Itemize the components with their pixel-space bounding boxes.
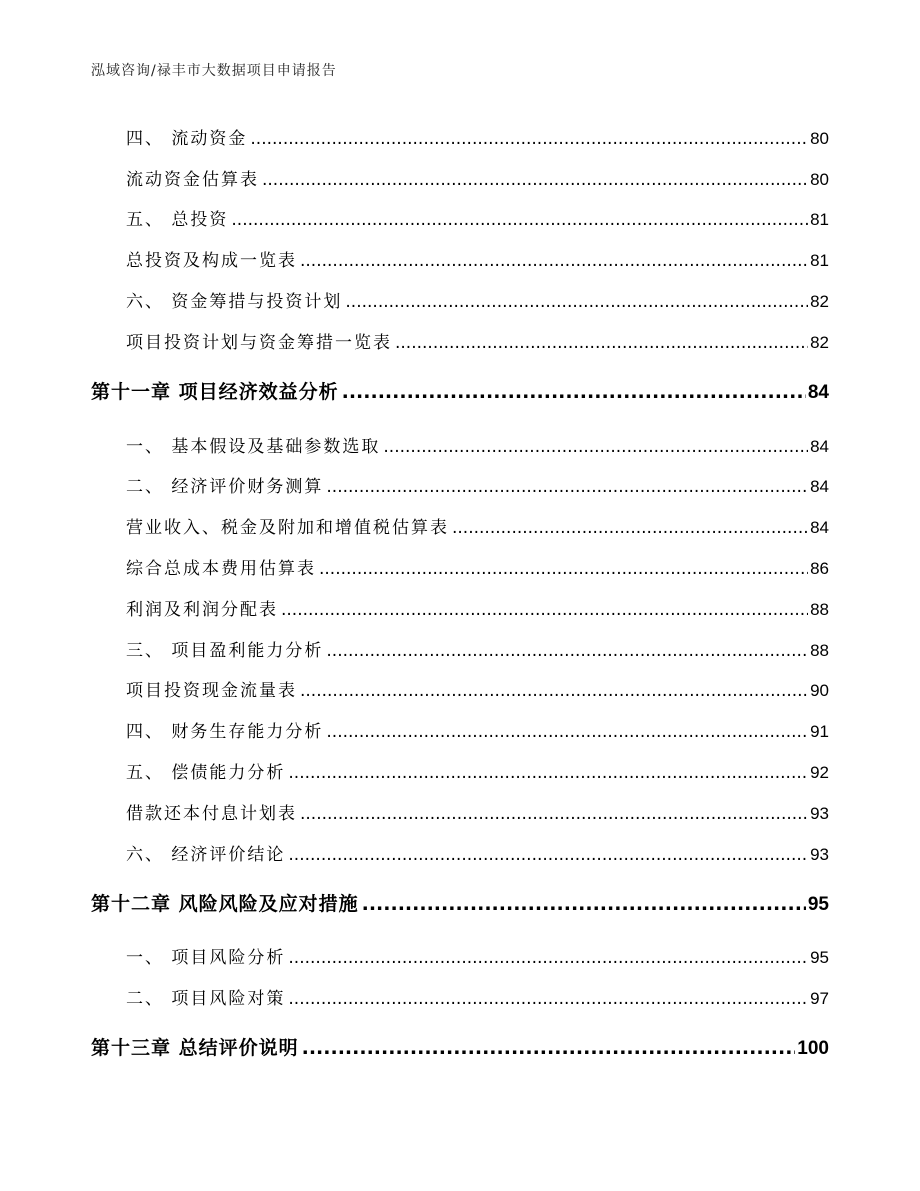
toc-entry[interactable] (126, 328, 829, 352)
toc-chapter-title: 第十三章 总结评价说明 (91, 1037, 299, 1059)
toc-dot-leader (319, 559, 808, 579)
toc-entry-page: 84 (810, 518, 829, 537)
toc-dot-leader (362, 893, 806, 915)
toc-entry-title: 借款还本付息计划表 (126, 804, 297, 824)
toc-entry-page: 80 (810, 129, 829, 148)
toc-entry-title: 六、 资金筹措与投资计划 (126, 292, 343, 312)
toc-chapter-title: 第十一章 项目经济效益分析 (91, 381, 339, 403)
toc-entry[interactable] (126, 246, 829, 270)
toc-entry-page: 91 (810, 722, 829, 741)
toc-dot-leader (302, 1037, 796, 1059)
toc-entry[interactable] (126, 636, 829, 660)
toc-entry-page: 88 (810, 641, 829, 660)
toc-dot-leader (231, 210, 808, 230)
toc-dot-leader (250, 129, 808, 149)
toc-entry-title: 五、 总投资 (126, 210, 229, 230)
toc-entry[interactable] (126, 943, 829, 967)
toc-chapter-entry[interactable] (91, 889, 829, 917)
toc-entry-title: 二、 经济评价财务测算 (126, 477, 324, 497)
toc-entry-page: 81 (810, 251, 829, 270)
toc-entry[interactable] (126, 595, 829, 619)
toc-entry[interactable] (126, 840, 829, 864)
toc-dot-leader (326, 477, 808, 497)
toc-entry-page: 93 (810, 804, 829, 823)
toc-dot-leader (288, 763, 808, 783)
toc-dot-leader (395, 333, 808, 353)
toc-entry-title: 五、 偿债能力分析 (126, 763, 286, 783)
toc-dot-leader (262, 170, 808, 190)
toc-entry-title: 四、 流动资金 (126, 129, 248, 149)
toc-entry-page: 82 (810, 292, 829, 311)
toc-entry-title: 利润及利润分配表 (126, 600, 278, 620)
toc-dot-leader (288, 948, 808, 968)
toc-dot-leader (288, 989, 808, 1009)
toc-entry[interactable] (126, 758, 829, 782)
toc-entry[interactable] (126, 676, 829, 700)
toc-dot-leader (281, 600, 808, 620)
toc-dot-leader (342, 381, 806, 403)
toc-dot-leader (300, 251, 808, 271)
toc-entry[interactable] (126, 205, 829, 229)
toc-dot-leader (326, 641, 808, 661)
toc-dot-leader (326, 722, 808, 742)
toc-entry-title: 三、 项目盈利能力分析 (126, 641, 324, 661)
toc-dot-leader (452, 518, 808, 538)
toc-entry-title: 项目投资计划与资金筹措一览表 (126, 333, 392, 353)
toc-entry[interactable] (126, 287, 829, 311)
toc-entry-page: 88 (810, 600, 829, 619)
toc-entry-page: 92 (810, 763, 829, 782)
page-header: 泓域咨询/禄丰市大数据项目申请报告 (91, 63, 337, 79)
toc-entry[interactable] (126, 513, 829, 537)
toc-entry[interactable] (126, 472, 829, 496)
toc-entry[interactable] (126, 554, 829, 578)
toc-entry-page: 82 (810, 333, 829, 352)
toc-entry-title: 综合总成本费用估算表 (126, 559, 316, 579)
toc-dot-leader (345, 292, 808, 312)
toc-entry[interactable] (126, 799, 829, 823)
toc-entry-title: 一、 基本假设及基础参数选取 (126, 437, 381, 457)
toc-entry-title: 六、 经济评价结论 (126, 845, 286, 865)
toc-chapter-title: 第十二章 风险风险及应对措施 (91, 893, 359, 915)
toc-entry-title: 流动资金估算表 (126, 170, 259, 190)
toc-entry-page: 84 (810, 477, 829, 496)
toc-chapter-entry[interactable] (91, 377, 829, 405)
toc-entry-page: 80 (810, 170, 829, 189)
toc-entry-page: 97 (810, 989, 829, 1008)
toc-dot-leader (383, 437, 808, 457)
toc-entry-title: 总投资及构成一览表 (126, 251, 297, 271)
toc-entry-page: 93 (810, 845, 829, 864)
toc-chapter-page: 84 (807, 382, 829, 403)
toc-dot-leader (300, 804, 808, 824)
toc-entry[interactable] (126, 432, 829, 456)
toc-dot-leader (288, 845, 808, 865)
toc-dot-leader (300, 681, 808, 701)
toc-entry-page: 86 (810, 559, 829, 578)
toc-entry-title: 营业收入、税金及附加和增值税估算表 (126, 518, 449, 538)
toc-entry[interactable] (126, 717, 829, 741)
toc-entry[interactable] (126, 165, 829, 189)
toc-entry[interactable] (126, 124, 829, 148)
toc-chapter-page: 95 (807, 894, 829, 915)
toc-entry-page: 95 (810, 948, 829, 967)
toc-entry-page: 90 (810, 681, 829, 700)
toc-entry-page: 81 (810, 210, 829, 229)
toc-chapter-entry[interactable] (91, 1033, 829, 1061)
toc-entry-title: 项目投资现金流量表 (126, 681, 297, 701)
toc-entry-title: 二、 项目风险对策 (126, 989, 286, 1009)
toc-entry-page: 84 (810, 437, 829, 456)
toc-entry-title: 一、 项目风险分析 (126, 948, 286, 968)
toc-entry[interactable] (126, 984, 829, 1008)
toc-chapter-page: 100 (797, 1038, 829, 1059)
toc-entry-title: 四、 财务生存能力分析 (126, 722, 324, 742)
